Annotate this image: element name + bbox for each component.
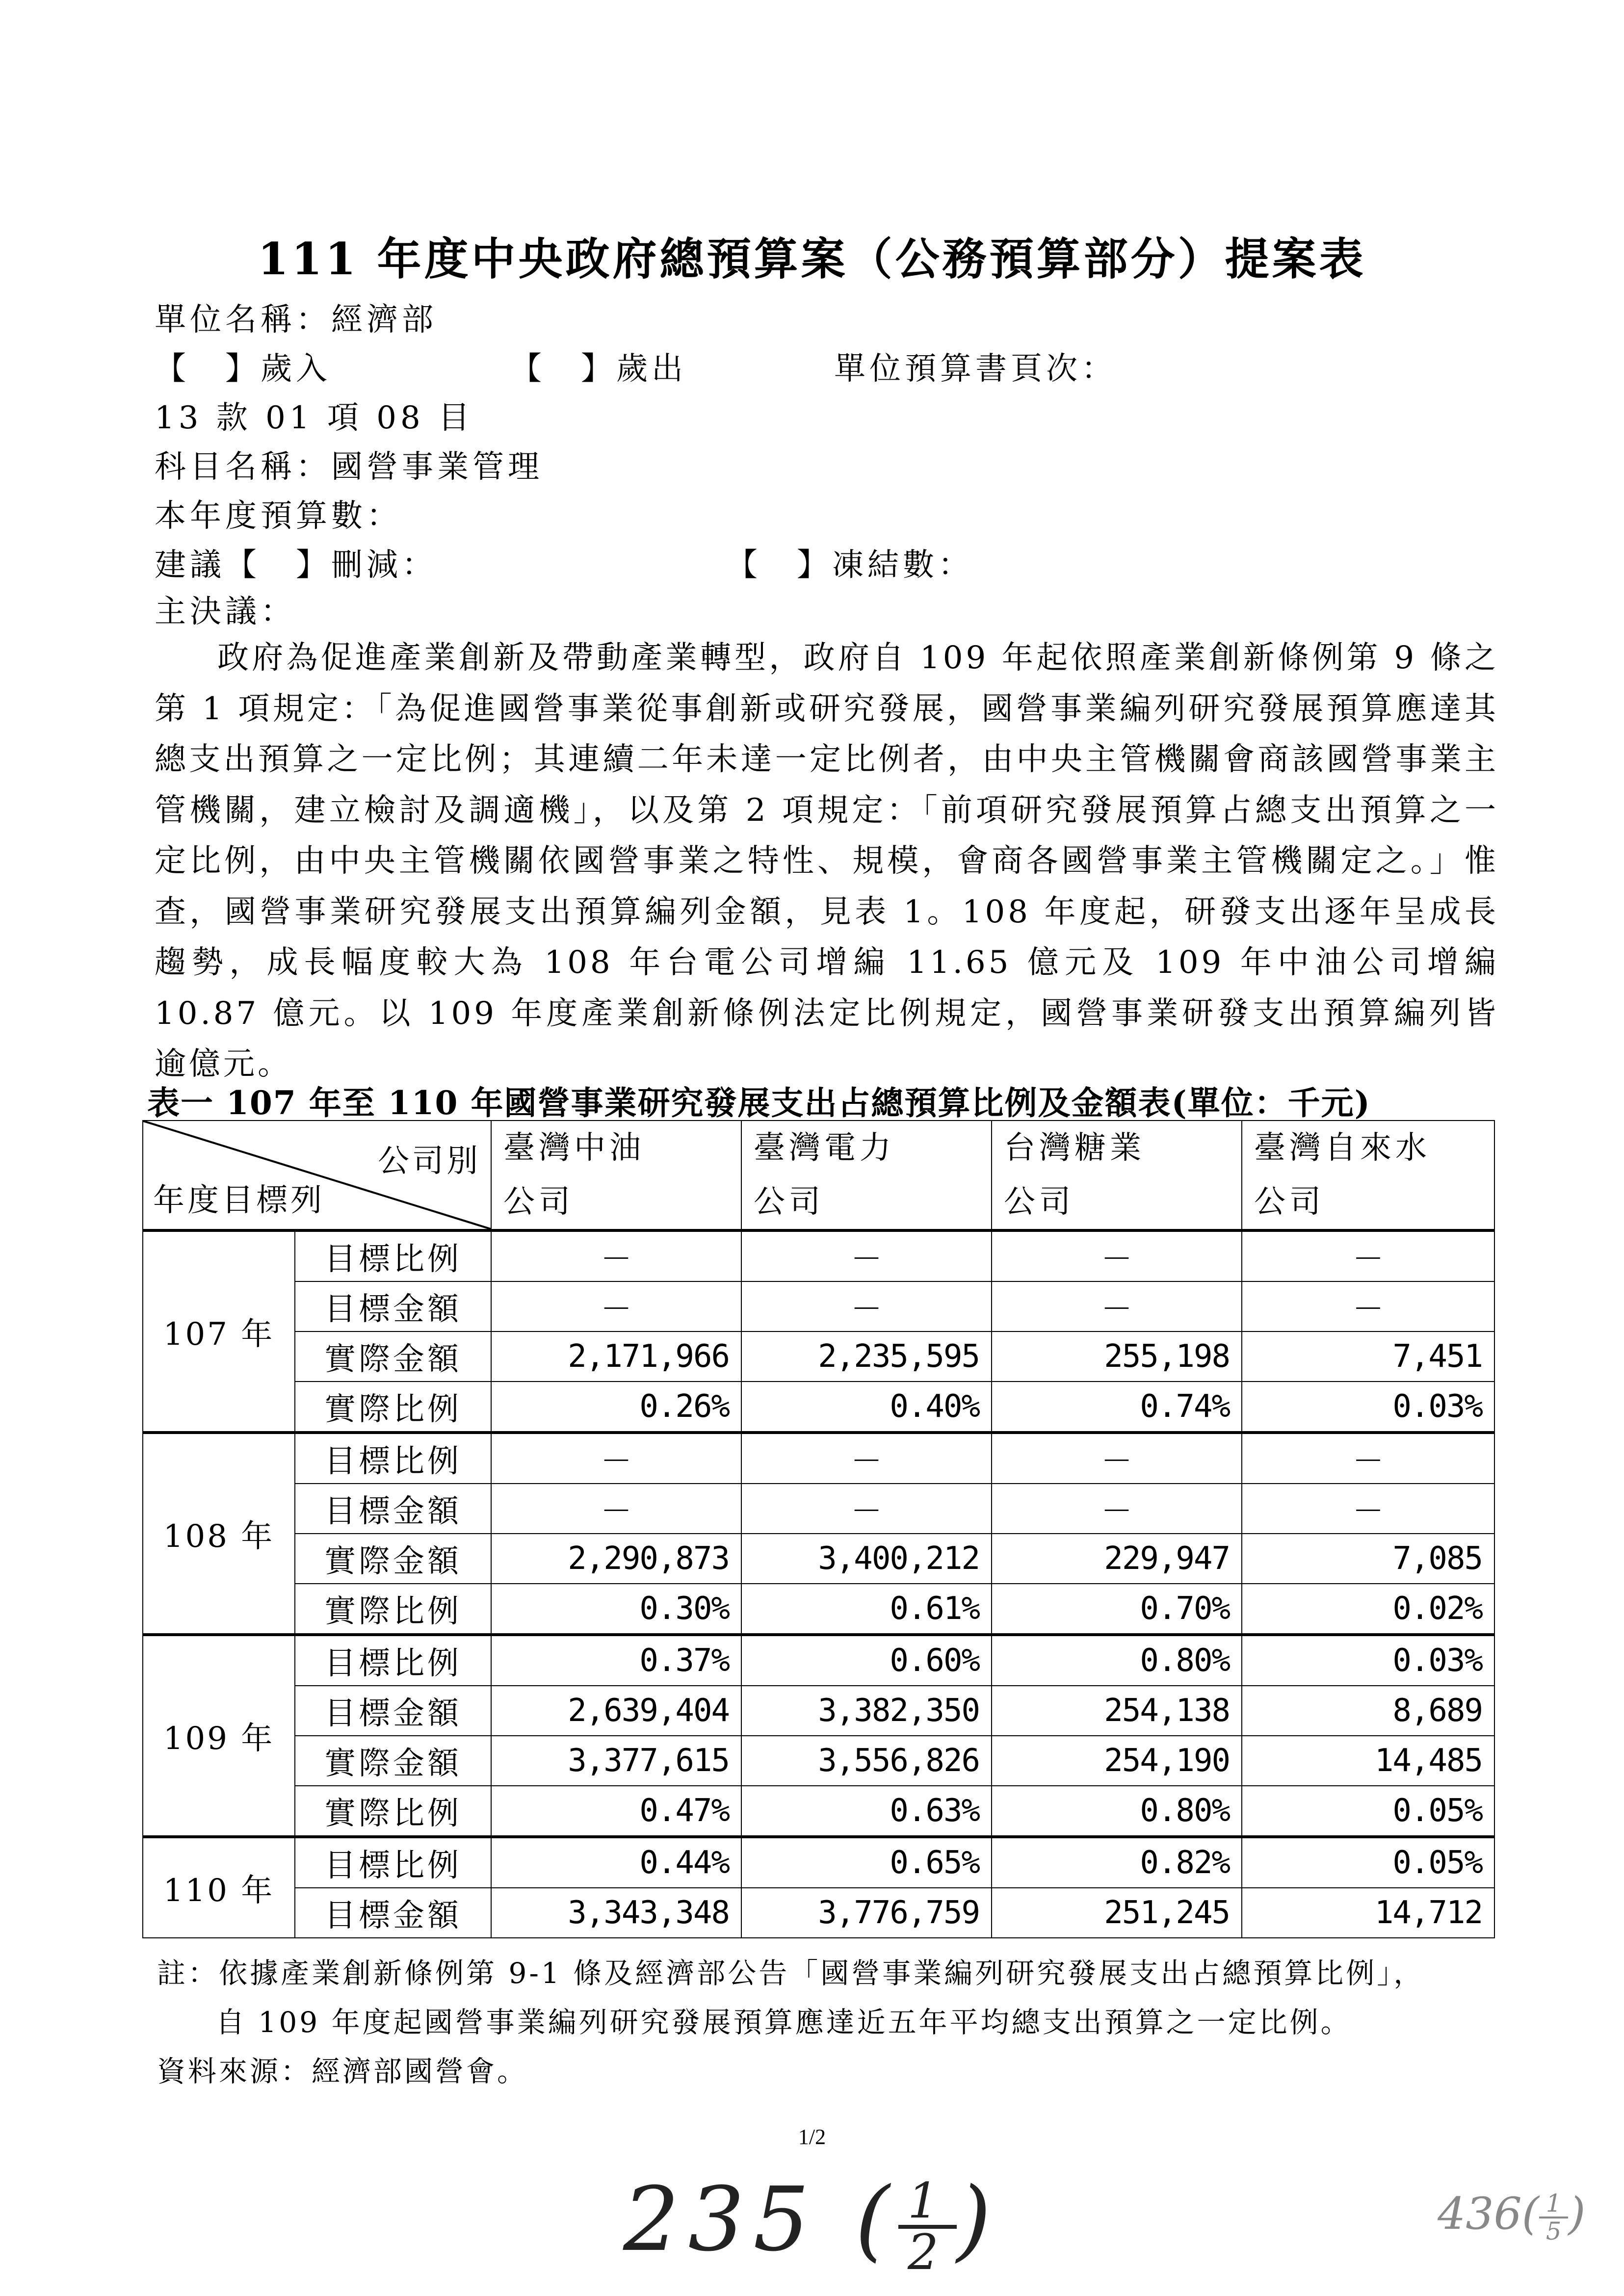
item-code: 13 款 01 項 08 目 [155, 400, 474, 436]
value-cell: 0.82% [992, 1837, 1242, 1888]
value-cell: 0.61% [741, 1584, 992, 1635]
company-suffix: 公司 [1254, 1184, 1325, 1220]
row-label-cell: 實際比例 [295, 1786, 491, 1837]
value-cell: 3,776,759 [741, 1888, 992, 1938]
table-row [143, 1584, 1494, 1635]
value-cell: 0.05% [1242, 1837, 1494, 1888]
company-suffix: 公司 [754, 1184, 824, 1220]
value-cell: － [1242, 1433, 1494, 1484]
value-cell: － [1242, 1230, 1494, 1281]
value-cell: 14,712 [1242, 1888, 1494, 1938]
value-cell: 251,245 [992, 1888, 1242, 1938]
value-cell: － [741, 1433, 992, 1484]
value-cell: － [491, 1484, 741, 1534]
company-header-cpc [491, 1121, 741, 1230]
corner-year-label: 年度目標列 [153, 1182, 325, 1219]
company-name: 臺灣電力 [754, 1130, 895, 1166]
value-cell: 7,085 [1242, 1534, 1494, 1584]
table-row [143, 1686, 1494, 1736]
value-cell: 2,290,873 [491, 1534, 741, 1584]
value-cell: 0.05% [1242, 1786, 1494, 1837]
year-cell: 109 年 [143, 1635, 295, 1837]
value-cell: 0.70% [992, 1584, 1242, 1635]
company-header-taisugar [992, 1121, 1242, 1230]
value-cell: － [992, 1230, 1242, 1281]
handwritten-fraction [898, 2173, 957, 2281]
value-cell: － [491, 1281, 741, 1331]
revenue-checkbox: 【 】歲入 [155, 351, 331, 387]
value-cell: 0.60% [741, 1635, 992, 1686]
row-label-cell: 目標金額 [295, 1686, 491, 1736]
document-title: 111 年度中央政府總預算案（公務預算部分）提案表 [258, 233, 1366, 285]
year-cell: 108 年 [143, 1433, 295, 1635]
table-row [143, 1433, 1494, 1484]
value-cell: － [491, 1433, 741, 1484]
value-cell: 2,171,966 [491, 1331, 741, 1382]
row-label-cell: 目標金額 [295, 1888, 491, 1938]
resolution-text: 政府為促進產業創新及帶動產業轉型，政府自 109 年起依照產業創新條例第 9 條之第 1 項規定：「為促進國營事業從事創新或研究發展，國營事業編列研究發展預算應達其總支出預算之一定比例；其連續二年未達一定比例者，由中央主管機關會商該國營事業主管機關，建立檢討及調適機」，以及第 2 項規定：「前項研究發展預算占總支出預算之一定比例，由中央主管機關依國營事業之特性、規模，會商各國營事業主管機關定之。」惟查，國營事業研究發展支出預算編列金額，見表 1。108 年度起，研發支出逐年呈成長趨勢，成長幅度較大為 108 年台電公司增編 11.65 億元及 109 年中油公司增編 10.87 億元。以 109 年度產業創新條例法定比例規定，國營事業研發支出預算編列皆逾億元。 [155, 640, 1499, 1082]
row-label-cell: 目標比例 [295, 1635, 491, 1686]
value-cell: 229,947 [992, 1534, 1242, 1584]
value-cell: 0.37% [491, 1635, 741, 1686]
table-row [143, 1786, 1494, 1837]
value-cell: － [1242, 1484, 1494, 1534]
value-cell: － [992, 1433, 1242, 1484]
value-cell: － [992, 1484, 1242, 1534]
budget-page-label: 單位預算書頁次： [834, 351, 1117, 387]
fraction-bottom: 5 [1545, 2217, 1562, 2245]
value-cell: － [741, 1230, 992, 1281]
value-cell: 0.80% [992, 1635, 1242, 1686]
company-suffix: 公司 [503, 1184, 574, 1220]
table-row [143, 1534, 1494, 1584]
year-cell: 110 年 [143, 1837, 295, 1938]
fraction-bottom: 2 [907, 2224, 947, 2281]
row-label-cell: 目標比例 [295, 1837, 491, 1888]
handwritten-paren-open: ( [855, 2168, 899, 2271]
value-cell: 2,235,595 [741, 1331, 992, 1382]
company-header-water [1242, 1121, 1494, 1230]
value-cell: 254,138 [992, 1686, 1242, 1736]
unit-name: 單位名稱：經濟部 [155, 302, 437, 338]
row-label-cell: 目標比例 [295, 1433, 491, 1484]
value-cell: － [741, 1281, 992, 1331]
value-cell: 0.26% [491, 1382, 741, 1433]
row-label-cell: 目標金額 [295, 1484, 491, 1534]
handwritten-number: 235 [623, 2168, 818, 2271]
value-cell: 0.02% [1242, 1584, 1494, 1635]
faint-paren-close: ) [1568, 2188, 1586, 2240]
proposal-cut-label: 建議【 】刪減： [155, 547, 437, 583]
current-budget-label: 本年度預算數： [155, 498, 402, 534]
value-cell: 254,190 [992, 1736, 1242, 1786]
row-label-cell: 實際比例 [295, 1382, 491, 1433]
handwritten-page-mark [623, 2168, 1000, 2281]
table-header-row [143, 1121, 1494, 1230]
year-cell: 107 年 [143, 1230, 295, 1433]
table-row [143, 1736, 1494, 1786]
company-name: 台灣糖業 [1004, 1130, 1145, 1166]
row-label-cell: 實際比例 [295, 1584, 491, 1635]
corner-company-label: 公司別 [378, 1143, 481, 1179]
table-row [143, 1635, 1494, 1686]
table-row [143, 1331, 1494, 1382]
company-header-taipower [741, 1121, 992, 1230]
table-row [143, 1837, 1494, 1888]
value-cell: 8,689 [1242, 1686, 1494, 1736]
value-cell: 0.03% [1242, 1635, 1494, 1686]
fraction-top: 1 [907, 2173, 947, 2230]
table-row [143, 1281, 1494, 1331]
value-cell: 0.44% [491, 1837, 741, 1888]
row-label-cell: 實際金額 [295, 1534, 491, 1584]
value-cell: 0.40% [741, 1382, 992, 1433]
row-label-cell: 實際金額 [295, 1331, 491, 1382]
company-name: 臺灣中油 [503, 1130, 645, 1166]
faint-handwritten-mark [1438, 2188, 1586, 2245]
table-row [143, 1230, 1494, 1281]
rd-budget-table [142, 1120, 1495, 1938]
value-cell: 0.47% [491, 1786, 741, 1837]
company-suffix: 公司 [1004, 1184, 1074, 1220]
value-cell: 0.03% [1242, 1382, 1494, 1433]
faint-handwritten-fraction [1539, 2189, 1568, 2245]
corner-header-cell [143, 1121, 491, 1230]
faint-handwritten-number: 436 [1438, 2188, 1522, 2240]
value-cell: 3,400,212 [741, 1534, 992, 1584]
value-cell: 3,556,826 [741, 1736, 992, 1786]
value-cell: 14,485 [1242, 1736, 1494, 1786]
row-label-cell: 實際金額 [295, 1736, 491, 1786]
subject-name: 科目名稱：國營事業管理 [155, 449, 543, 485]
value-cell: 0.74% [992, 1382, 1242, 1433]
note-line-1: 註：依據產業創新條例第 9-1 條及經濟部公告「國營事業編列研究發展支出占總預算比例」， [157, 1957, 1425, 1990]
value-cell: － [992, 1281, 1242, 1331]
freeze-label: 【 】凍結數： [726, 547, 973, 583]
value-cell: 0.65% [741, 1837, 992, 1888]
company-name: 臺灣自來水 [1254, 1130, 1431, 1166]
note-line-2: 自 109 年度起國營事業編列研究發展預算應達近五年平均總支出預算之一定比例。 [216, 2006, 1352, 2039]
table-row [143, 1888, 1494, 1938]
data-source: 資料來源：經濟部國營會。 [157, 2055, 528, 2088]
value-cell: 0.30% [491, 1584, 741, 1635]
value-cell: 0.80% [992, 1786, 1242, 1837]
table-row [143, 1484, 1494, 1534]
table-caption: 表一 107 年至 110 年國營事業研究發展支出占總預算比例及金額表(單位：千元) [147, 1084, 1371, 1122]
value-cell: 3,343,348 [491, 1888, 741, 1938]
value-cell: 2,639,404 [491, 1686, 741, 1736]
faint-paren-open: ( [1521, 2188, 1539, 2240]
value-cell: － [1242, 1281, 1494, 1331]
page-number: 1/2 [798, 2125, 826, 2149]
resolution-label: 主決議： [155, 594, 296, 630]
expense-checkbox: 【 】歲出 [510, 351, 687, 387]
value-cell: － [491, 1230, 741, 1281]
value-cell: － [741, 1484, 992, 1534]
handwritten-paren-close: ) [956, 2168, 1000, 2271]
value-cell: 3,377,615 [491, 1736, 741, 1786]
value-cell: 0.63% [741, 1786, 992, 1837]
value-cell: 255,198 [992, 1331, 1242, 1382]
value-cell: 3,382,350 [741, 1686, 992, 1736]
value-cell: 7,451 [1242, 1331, 1494, 1382]
row-label-cell: 目標比例 [295, 1230, 491, 1281]
fraction-top: 1 [1545, 2189, 1562, 2218]
row-label-cell: 目標金額 [295, 1281, 491, 1331]
table-row [143, 1382, 1494, 1433]
